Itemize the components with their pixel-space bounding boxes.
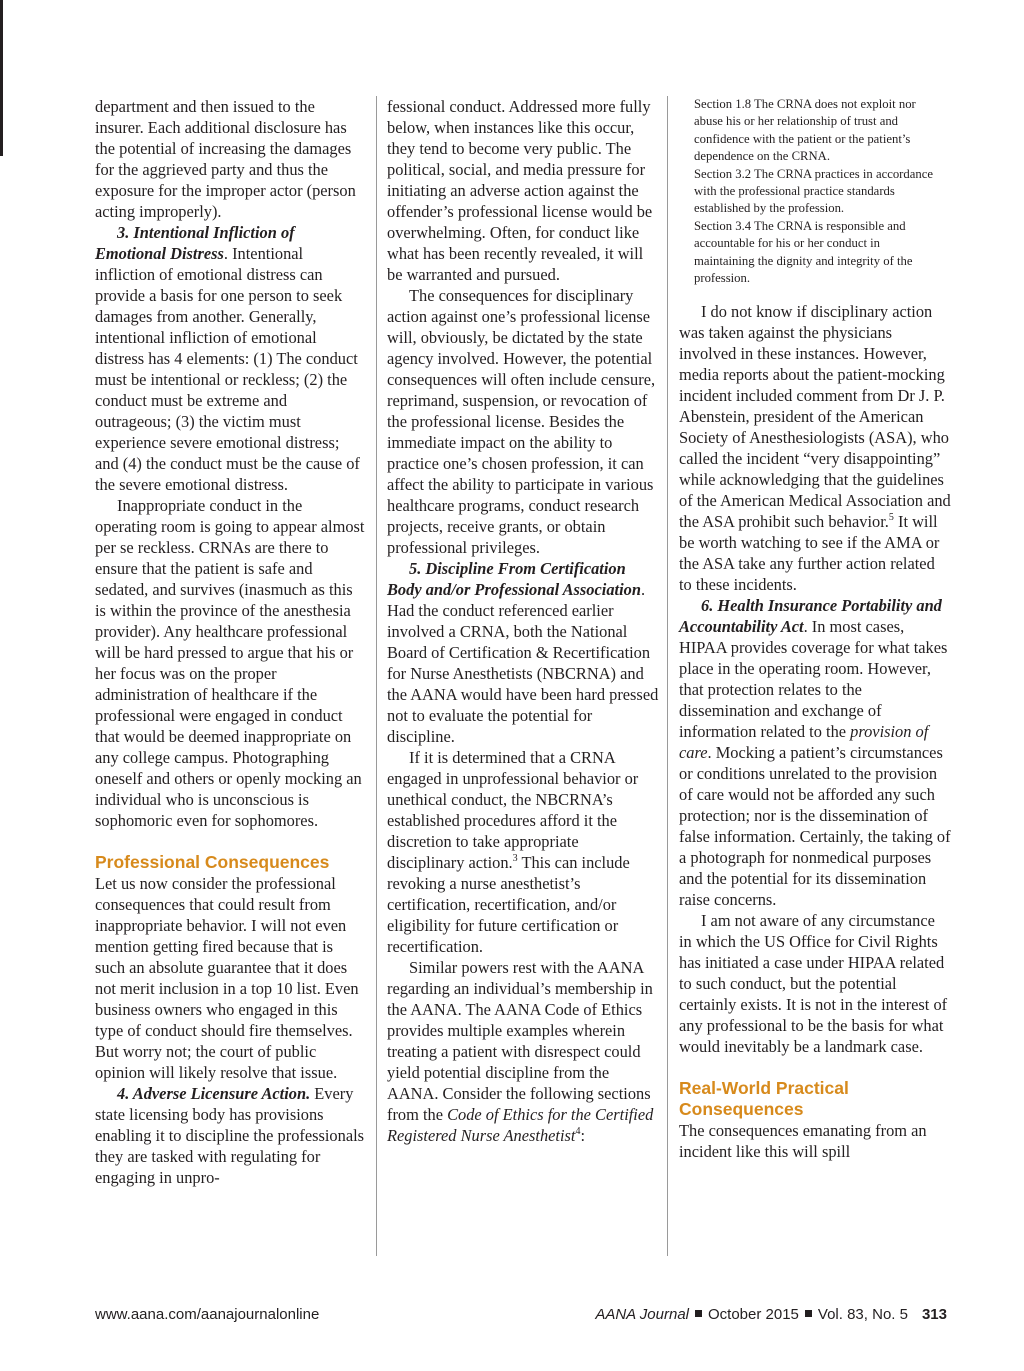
paragraph: fessional conduct. Addressed more fully below, when instances like this occur, they tend to become very public. The political, social, and media pressure for initiating an adverse action against the offender’s professional license would be overwhelming. Often, for conduct like what has been recently revealed, it will be warranted and pursued. xyxy=(387,97,653,284)
page-edge-bar xyxy=(0,0,3,156)
column-rule-right xyxy=(667,96,668,1256)
paragraph-text: This can include revoking a nurse anesthetist’s certification, recertification, and/or eligibility for future certification or recertification. xyxy=(387,853,630,956)
list-item-5 xyxy=(387,558,659,747)
quote-section: Section 3.2 The CRNA practices in accordance with the professional practice standards established by the profession. xyxy=(694,166,933,216)
paragraph-text: I do not know if disciplinary action was taken against the physicians involved in these instances. However, media reports about the patient-mocking incident included comment from Dr J. P. Abenstein, president of the American Society of Anesthesiologists (ASA), who called the incident “very disappointing” while acknowledging that the guidelines of the American Medical Association and the ASA prohibit such behavior. xyxy=(679,302,951,532)
paragraph xyxy=(679,301,951,595)
issue-date: October 2015 xyxy=(708,1306,799,1323)
paragraph xyxy=(387,747,659,957)
footer-url: www.aana.com/aanajournalonline xyxy=(95,1306,320,1323)
list-item-3 xyxy=(95,222,367,495)
paragraph: Inappropriate conduct in the operating room is going to appear almost per se reckless. CRNAs are there to ensure that the patient is safe and sedated, and survives (inasmuch as this is within the province of the anesthesia provider). Any healthcare professional will be hard pressed to argue that his or her focus was on the proper administration of healthcare if the professional were engaged in conduct that would be deemed inappropriate on any college campus. Photographing oneself and others or openly mocking an individual who is unconscious is sophomoric even for sophomores. xyxy=(95,496,365,830)
quote-section: Section 1.8 The CRNA does not exploit nor abuse his or her relationship of trust and confidence with the patient or the patient’s dependence on the CRNA. xyxy=(694,97,916,164)
column-rule-left xyxy=(376,96,377,1256)
item-3-title: 3. Intentional Infliction of Emotional Distress xyxy=(95,223,295,263)
item-4-body: Every state licensing body has provisions enabling it to discipline the professionals they are tasked with regulating for engaging in unpro- xyxy=(95,1084,365,1187)
list-item-4 xyxy=(95,1083,367,1188)
item-5-title: 5. Discipline From Certification Body and/or Professional Association xyxy=(387,559,641,599)
item-5-body: . Had the conduct referenced earlier involved a CRNA, both the National Board of Certification & Recertification for Nurse Anesthetists (NBCRNA) and the AANA would have been hard pressed not to evaluate the potential for discipline. xyxy=(387,580,659,746)
quote-section: Section 3.4 The CRNA is responsible and accountable for his or her conduct in maintaining the dignity and integrity of the profession. xyxy=(694,218,913,286)
journal-name: AANA Journal xyxy=(595,1306,689,1323)
section-heading-professional-consequences: Professional Consequences xyxy=(95,852,330,872)
item-3-body: . Intentional infliction of emotional distress can provide a basis for one person to seek damages from another. Generally, intentional infliction of emotional distress has 4 elements: (1) The conduct must be intentional or reckless; (2) the conduct must be extreme and outrageous; (3) the victim must experience severe emotional distress; and (4) the conduct must be the cause of the severe emotional distress. xyxy=(95,244,360,494)
paragraph: Let us now consider the professional consequences that could result from inappropriate behavior. I will not even mention getting fired because that is such an absolute guarantee that it does not merit inclusion in a top 10 list. Even business owners who engaged in this type of conduct should fire themselves. But worry not; the court of public opinion will likely resolve that issue. xyxy=(95,874,359,1082)
paragraph: The consequences for disciplinary action against one’s professional license will, obviously, be dictated by the state agency involved. However, the potential consequences will often include censure, reprimand, suspension, or revocation of the professional license. Besides the immediate impact on the ability to practice one’s chosen profession, it can affect the ability to participate in various healthcare programs, conduct research projects, receive grants, or obtain professional privileges. xyxy=(387,286,656,557)
paragraph xyxy=(387,957,659,1146)
separator-square-icon xyxy=(695,1310,702,1317)
paragraph: department and then issued to the insurer. Each additional disclosure has the potential of increasing the damages for the aggrieved party and thus the exposure for the improper actor (person acting improperly). xyxy=(95,97,356,221)
paragraph-text: : xyxy=(580,1126,586,1145)
reference-number: 3 xyxy=(512,853,518,864)
column-2 xyxy=(387,96,659,1146)
paragraph: I am not aware of any circumstance in which the US Office for Civil Rights has initiated a case under HIPAA related to such conduct, but the potential certainly exists. It is not in the interest of any professional to be the basis for what would inevitably be a landmark case. xyxy=(679,911,948,1057)
paragraph: The consequences emanating from an incident like this will spill xyxy=(679,1121,927,1162)
footer-journal-info xyxy=(595,1306,947,1323)
column-3 xyxy=(679,96,951,1162)
paragraph-text: It will be worth watching to see if the AMA or the ASA take any further action related to these incidents. xyxy=(679,512,940,595)
block-quote xyxy=(679,96,951,287)
paragraph-text: Similar powers rest with the AANA regarding an individual’s membership in the AANA. The AANA Code of Ethics provides multiple examples wherein treating a patient with disrespect could yield potential discipline from the AANA. Consider the following sections from the xyxy=(387,958,653,1124)
item-6-title: 6. Health Insurance Portability and Accountability Act xyxy=(679,596,942,637)
section-heading-real-world: Real-World Practical Consequences xyxy=(679,1078,849,1120)
code-of-ethics-title: Code of Ethics for the Certified Registered Nurse Anesthetist xyxy=(387,1105,654,1145)
item-6-body: . Mocking a patient’s circumstances or conditions unrelated to the provision of care would not be afforded any such protection; nor is the dissemination of false information. Certainly, the taking of a photograph for nonmedical purposes and the potential for its dissemination raise concerns. xyxy=(679,743,951,910)
reference-number: 4 xyxy=(575,1126,581,1137)
volume-number: Vol. 83, No. 5 xyxy=(817,1306,908,1323)
page-number: 313 xyxy=(921,1306,947,1323)
item-6-body: . In most cases, HIPAA provides coverage for what takes place in the operating room. However, that protection relates to the dissemination and exchange of information related to the xyxy=(679,617,948,742)
item-6-emphasis: provision of care xyxy=(679,722,929,763)
column-1 xyxy=(95,96,367,1188)
paragraph-text: If it is determined that a CRNA engaged in unprofessional behavior or unethical conduct, the NBCRNA’s established procedures afford it the discretion to take appropriate disciplinary action. xyxy=(387,748,639,872)
item-4-title: 4. Adverse Licensure Action. xyxy=(117,1084,311,1103)
list-item-6 xyxy=(679,595,951,910)
reference-number: 5 xyxy=(888,512,894,524)
separator-square-icon xyxy=(805,1310,812,1317)
